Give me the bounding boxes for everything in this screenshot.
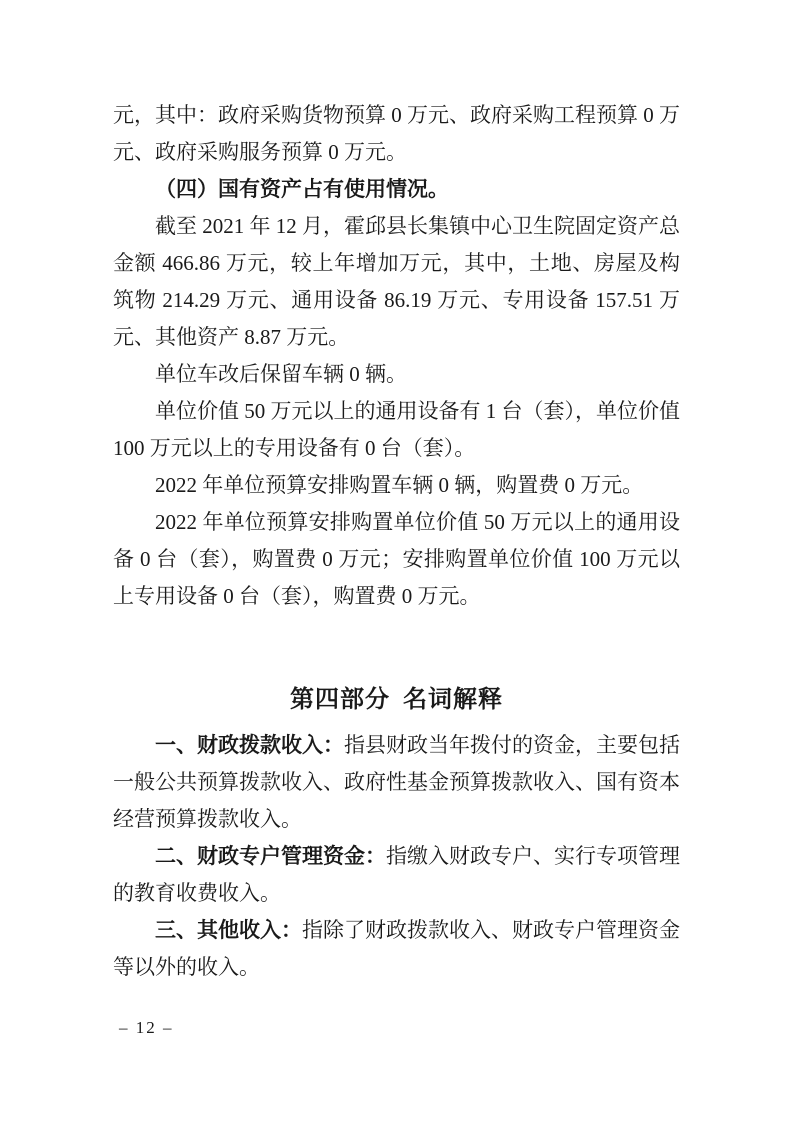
bold-term: （四）国有资产占有使用情况。 xyxy=(155,178,449,201)
body-text: 指除了财政拨款收入、财政专户管理资金等以外的收入。 xyxy=(113,918,680,979)
bold-term: 二、财政专户管理资金： xyxy=(155,845,386,868)
paragraph xyxy=(113,171,680,208)
paragraph xyxy=(113,97,680,171)
paragraph xyxy=(113,467,680,504)
paragraph xyxy=(113,504,680,615)
page-footer xyxy=(119,1017,174,1039)
body-text: 2022 年单位预算安排购置车辆 0 辆，购置费 0 万元。 xyxy=(155,473,644,497)
bold-term: 三、其他收入： xyxy=(155,919,302,942)
body-text: 单位价值 50 万元以上的通用设备有 1 台（套），单位价值 100 万元以上的专用设备有 0 台（套）。 xyxy=(113,399,680,460)
document-content xyxy=(113,97,680,986)
section-heading: 第四部分 名词解释 xyxy=(290,686,503,713)
paragraph xyxy=(113,727,680,838)
body-text: 指县财政当年拨付的资金，主要包括一般公共预算拨款收入、政府性基金预算拨款收入、国有资本经营预算拨款收入。 xyxy=(113,733,680,831)
body-text: 单位车改后保留车辆 0 辆。 xyxy=(155,362,407,386)
paragraph xyxy=(113,393,680,467)
body-text: 截至 2021 年 12 月，霍邱县长集镇中心卫生院固定资产总金额 466.86 万元，较上年增加万元，其中，土地、房屋及构筑物 214.29 万元、通用设备 86.19 万元、专用设备 157.51 万元、其他资产 8.87 万元。 xyxy=(113,214,680,349)
body-text: 指缴入财政专户、实行专项管理的教育收费收入。 xyxy=(113,844,680,905)
body-text: 2022 年单位预算安排购置单位价值 50 万元以上的通用设备 0 台（套），购置费 0 万元；安排购置单位价值 100 万元以上专用设备 0 台（套），购置费 0 万元。 xyxy=(113,510,680,608)
page-number: – 12 – xyxy=(119,1018,174,1037)
paragraph xyxy=(113,356,680,393)
body-text: 元，其中：政府采购货物预算 0 万元、政府采购工程预算 0 万元、政府采购服务预算 0 万元。 xyxy=(113,103,680,164)
paragraph xyxy=(113,912,680,986)
paragraph xyxy=(113,208,680,356)
bold-term: 一、财政拨款收入： xyxy=(155,734,344,757)
paragraph xyxy=(113,838,680,912)
